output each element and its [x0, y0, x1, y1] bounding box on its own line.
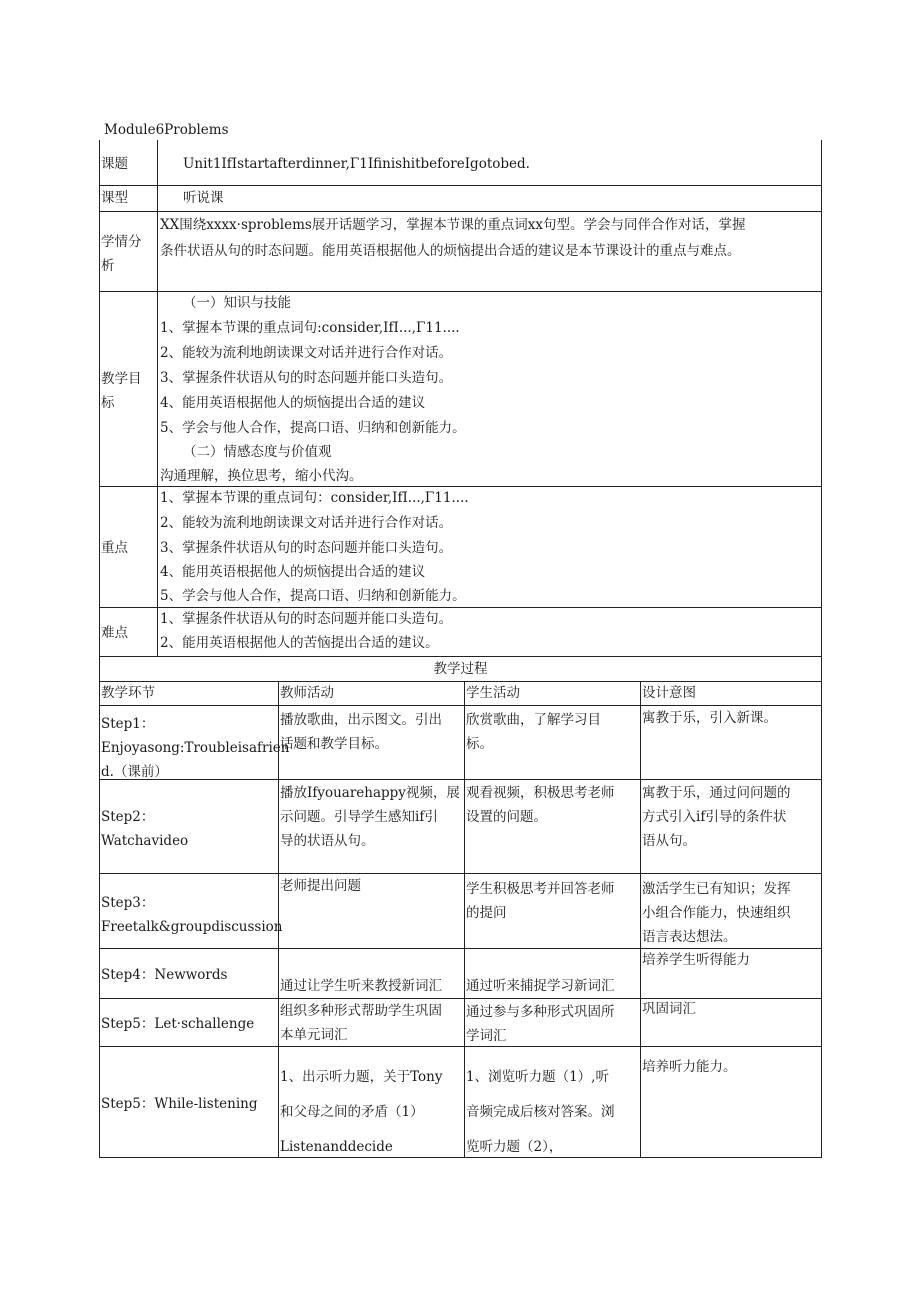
- difficulty-line: 2、能用英语根据他人的苦恼提出合适的建议。: [160, 635, 439, 651]
- process-title: 教学过程: [433, 661, 488, 677]
- goals-line: （二）情感态度与价值观: [183, 444, 332, 460]
- goals-line: 1、掌握本节课的重点词句:consider,IfI...,Γ11....: [160, 320, 460, 336]
- student-activity: 学生积极思考并回答老师 的提问: [466, 881, 615, 921]
- step-name: d.（课前）: [101, 764, 168, 780]
- header-teacher: 教师活动: [280, 685, 334, 701]
- design-intent: 巩固词汇: [642, 1001, 696, 1017]
- key-point-line: 1、掌握本节课的重点词句：consider,IfI...,Γ11....: [160, 490, 469, 506]
- key-point-line: 5、学会与他人合作，提高口语、归纳和创新能力。: [160, 588, 466, 604]
- table-row: [101, 712, 289, 784]
- design-intent: 寓教于乐，引入新课。: [642, 710, 777, 726]
- goals-line: 4、能用英语根据他人的烦恼提出合适的建议: [160, 395, 426, 411]
- key-points-label: 重点: [101, 540, 128, 556]
- step-name: Step4：Newwords: [101, 967, 228, 983]
- header-intent: 设计意图: [642, 685, 696, 701]
- lesson-type-value: 听说课: [183, 190, 224, 206]
- student-activity: 通过听来捕捉学习新词汇: [466, 978, 615, 994]
- table-row: [101, 1092, 257, 1116]
- step-name: Freetalk&groupdiscussion: [101, 919, 283, 935]
- goals-line: （一）知识与技能: [183, 295, 291, 311]
- step-name: Enjoyasong:Troubleisafrien: [101, 740, 290, 756]
- key-point-line: 3、掌握条件状语从句的时态问题并能口头造句。: [160, 540, 453, 556]
- teacher-activity: 播放歌曲，出示图文。引出 话题和教学目标。: [280, 712, 442, 752]
- table-row: [101, 963, 227, 987]
- teacher-activity: 老师提出问题: [280, 878, 361, 894]
- student-activity: 1、浏览听力题（1）,听 音频完成后核对答案。浏 览听力题（2），: [466, 1069, 615, 1155]
- table-row: [101, 805, 188, 853]
- topic-label: 课题: [101, 156, 128, 172]
- design-intent: 培养听力能力。: [642, 1059, 737, 1075]
- analysis-label-line1: 学情分: [101, 234, 142, 250]
- document-title: Module6Problems: [104, 122, 229, 138]
- analysis-text-line2: 条件状语从句的时态问题。能用英语根据他人的烦恼提出合适的建议是本节课设计的重点与难点。: [160, 243, 741, 259]
- analysis-text-line1: XX围绕xxxx·sproblems展开话题学习，掌握本节课的重点词xx句型。学会与同伴合作对话，掌握: [160, 217, 746, 233]
- table-row: [101, 1012, 254, 1036]
- step-name: Watchavideo: [101, 833, 189, 849]
- teacher-activity: 播放Ifyouarehappy视频，展 示问题。引导学生感知if引 导的状语从句。: [280, 785, 460, 849]
- student-activity: 观看视频，积极思考老师 设置的问题。: [466, 785, 615, 825]
- goals-line: 沟通理解，换位思考，缩小代沟。: [160, 468, 363, 484]
- goals-line: 3、掌握条件状语从句的时态问题并能口头造句。: [160, 370, 453, 386]
- teacher-activity: 1、出示听力题，关于Tony 和父母之间的矛盾（1） Listenanddecide: [280, 1069, 443, 1155]
- key-point-line: 4、能用英语根据他人的烦恼提出合适的建议: [160, 564, 426, 580]
- step-name: Step1：: [101, 716, 155, 732]
- step-name: Step5：Let·schallenge: [101, 1016, 255, 1032]
- teacher-activity: 通过让学生听来教授新词汇: [280, 978, 442, 994]
- design-intent: 培养学生听得能力: [642, 952, 750, 968]
- step-name: Step2：: [101, 809, 155, 825]
- design-intent: 寓教于乐，通过问问题的 方式引入if引导的条件状 语从句。: [642, 785, 791, 849]
- student-activity: 通过参与多种形式巩固所 学词汇: [466, 1004, 615, 1044]
- goals-label-line2: 标: [101, 395, 115, 411]
- difficulty-line: 1、掌握条件状语从句的时态问题并能口头造句。: [160, 611, 453, 627]
- header-step: 教学环节: [101, 685, 155, 701]
- teacher-activity: 组织多种形式帮助学生巩固 本单元词汇: [280, 1003, 442, 1043]
- step-name: Step5：While-listening: [101, 1096, 258, 1112]
- header-student: 学生活动: [466, 685, 520, 701]
- goals-line: 2、能较为流利地朗读课文对话并进行合作对话。: [160, 345, 453, 361]
- key-point-line: 2、能较为流利地朗读课文对话并进行合作对话。: [160, 515, 453, 531]
- topic-value: Unit1IfIstartafterdinner,Γ1IfinishitbeforeIgotobed.: [183, 156, 530, 172]
- student-activity: 欣赏歌曲，了解学习目 标。: [466, 712, 601, 752]
- table-row: [101, 891, 283, 939]
- goals-label-line1: 教学目: [101, 371, 142, 387]
- design-intent: 激活学生已有知识；发挥 小组合作能力，快速组织 语言表达想法。: [642, 881, 791, 945]
- difficulty-label: 难点: [101, 625, 128, 641]
- goals-line: 5、学会与他人合作，提高口语、归纳和创新能力。: [160, 420, 466, 436]
- lesson-type-label: 课型: [101, 190, 128, 206]
- step-name: Step3：: [101, 895, 155, 911]
- analysis-label-line2: 析: [101, 258, 115, 274]
